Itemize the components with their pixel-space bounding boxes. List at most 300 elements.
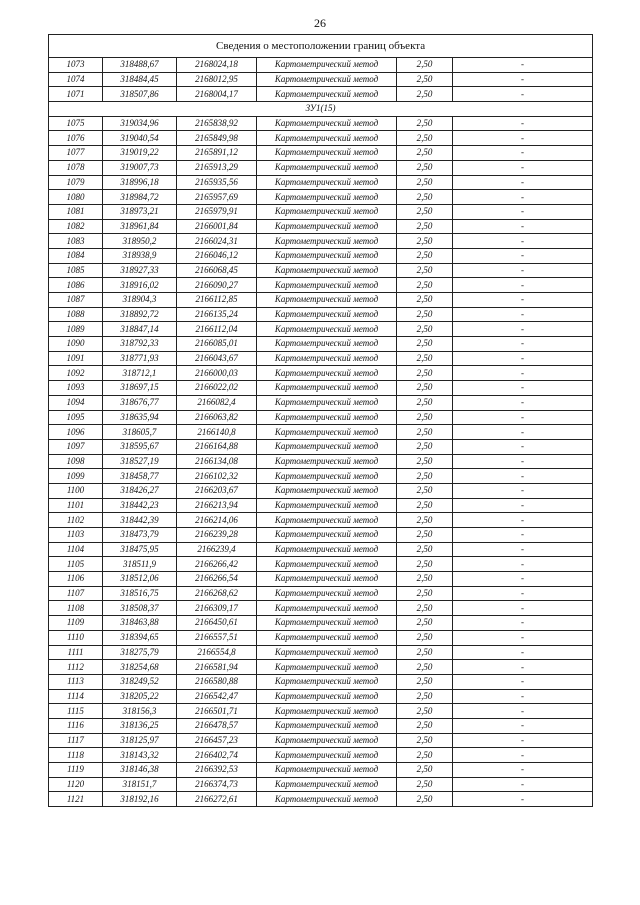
point-number-cell: 1087 (49, 293, 103, 308)
note-cell: - (453, 87, 593, 102)
coord-x-cell: 318676,77 (103, 395, 177, 410)
accuracy-cell: 2,50 (397, 58, 453, 73)
table-row (49, 410, 593, 425)
note-cell: - (453, 748, 593, 763)
table-row (49, 513, 593, 528)
accuracy-cell: 2,50 (397, 483, 453, 498)
method-cell: Картометрический метод (257, 557, 397, 572)
method-cell: Картометрический метод (257, 572, 397, 587)
point-number-cell: 1074 (49, 72, 103, 87)
method-cell: Картометрический метод (257, 454, 397, 469)
coord-x-cell: 318125,97 (103, 733, 177, 748)
coord-y-cell: 2166392,53 (177, 763, 257, 778)
coord-y-cell: 2166135,24 (177, 307, 257, 322)
point-number-cell: 1088 (49, 307, 103, 322)
method-cell: Картометрический метод (257, 616, 397, 631)
coord-y-cell: 2166024,31 (177, 234, 257, 249)
accuracy-cell: 2,50 (397, 175, 453, 190)
note-cell: - (453, 616, 593, 631)
accuracy-cell: 2,50 (397, 395, 453, 410)
accuracy-cell: 2,50 (397, 674, 453, 689)
table-row (49, 381, 593, 396)
method-cell: Картометрический метод (257, 777, 397, 792)
coord-y-cell: 2166090,27 (177, 278, 257, 293)
accuracy-cell: 2,50 (397, 116, 453, 131)
accuracy-cell: 2,50 (397, 263, 453, 278)
method-cell: Картометрический метод (257, 160, 397, 175)
coord-y-cell: 2165913,29 (177, 160, 257, 175)
accuracy-cell: 2,50 (397, 219, 453, 234)
coord-x-cell: 318458,77 (103, 469, 177, 484)
table-row (49, 72, 593, 87)
note-cell: - (453, 704, 593, 719)
point-number-cell: 1078 (49, 160, 103, 175)
method-cell: Картометрический метод (257, 293, 397, 308)
accuracy-cell: 2,50 (397, 293, 453, 308)
coord-x-cell: 318254,68 (103, 660, 177, 675)
table-row (49, 689, 593, 704)
table-row (49, 557, 593, 572)
table-row (49, 763, 593, 778)
coord-x-cell: 318146,38 (103, 763, 177, 778)
note-cell: - (453, 689, 593, 704)
method-cell: Картометрический метод (257, 630, 397, 645)
accuracy-cell: 2,50 (397, 160, 453, 175)
point-number-cell: 1101 (49, 498, 103, 513)
table-row (49, 718, 593, 733)
section-label: ЗУ1(15) (49, 102, 593, 117)
table-row (49, 366, 593, 381)
note-cell: - (453, 777, 593, 792)
note-cell: - (453, 572, 593, 587)
coord-x-cell: 319034,96 (103, 116, 177, 131)
coord-y-cell: 2166140,8 (177, 425, 257, 440)
note-cell: - (453, 483, 593, 498)
accuracy-cell: 2,50 (397, 777, 453, 792)
method-cell: Картометрический метод (257, 528, 397, 543)
accuracy-cell: 2,50 (397, 718, 453, 733)
coord-x-cell: 318136,25 (103, 718, 177, 733)
coord-x-cell: 318950,2 (103, 234, 177, 249)
coord-y-cell: 2166203,67 (177, 483, 257, 498)
coord-y-cell: 2166501,71 (177, 704, 257, 719)
note-cell: - (453, 645, 593, 660)
page-number: 26 (314, 16, 326, 30)
method-cell: Картометрический метод (257, 234, 397, 249)
note-cell: - (453, 454, 593, 469)
accuracy-cell: 2,50 (397, 630, 453, 645)
table-row (49, 395, 593, 410)
point-number-cell: 1073 (49, 58, 103, 73)
accuracy-cell: 2,50 (397, 278, 453, 293)
point-number-cell: 1104 (49, 542, 103, 557)
coord-y-cell: 2168004,17 (177, 87, 257, 102)
table-row (49, 704, 593, 719)
note-cell: - (453, 630, 593, 645)
table-row (49, 116, 593, 131)
point-number-cell: 1083 (49, 234, 103, 249)
accuracy-cell: 2,50 (397, 190, 453, 205)
point-number-cell: 1120 (49, 777, 103, 792)
boundary-table (48, 34, 593, 807)
table-row (49, 660, 593, 675)
coord-y-cell: 2166557,51 (177, 630, 257, 645)
table-row (49, 528, 593, 543)
point-number-cell: 1071 (49, 87, 103, 102)
method-cell: Картометрический метод (257, 498, 397, 513)
table-row (49, 351, 593, 366)
point-number-cell: 1081 (49, 204, 103, 219)
note-cell: - (453, 307, 593, 322)
method-cell: Картометрический метод (257, 72, 397, 87)
note-cell: - (453, 733, 593, 748)
accuracy-cell: 2,50 (397, 204, 453, 219)
method-cell: Картометрический метод (257, 116, 397, 131)
coord-x-cell: 318961,84 (103, 219, 177, 234)
table-row (49, 131, 593, 146)
coord-y-cell: 2166068,45 (177, 263, 257, 278)
table-row (49, 483, 593, 498)
coord-x-cell: 318205,22 (103, 689, 177, 704)
method-cell: Картометрический метод (257, 131, 397, 146)
method-cell: Картометрический метод (257, 366, 397, 381)
point-number-cell: 1080 (49, 190, 103, 205)
accuracy-cell: 2,50 (397, 513, 453, 528)
table-row (49, 293, 593, 308)
method-cell: Картометрический метод (257, 542, 397, 557)
coord-y-cell: 2166063,82 (177, 410, 257, 425)
note-cell: - (453, 72, 593, 87)
note-cell: - (453, 395, 593, 410)
coord-x-cell: 319019,22 (103, 146, 177, 161)
note-cell: - (453, 586, 593, 601)
coord-x-cell: 318892,72 (103, 307, 177, 322)
accuracy-cell: 2,50 (397, 748, 453, 763)
method-cell: Картометрический метод (257, 674, 397, 689)
method-cell: Картометрический метод (257, 410, 397, 425)
coord-y-cell: 2166102,32 (177, 469, 257, 484)
coord-y-cell: 2166022,02 (177, 381, 257, 396)
coord-y-cell: 2166580,88 (177, 674, 257, 689)
table-title: Сведения о местоположении границ объекта (49, 35, 593, 58)
accuracy-cell: 2,50 (397, 689, 453, 704)
method-cell: Картометрический метод (257, 425, 397, 440)
method-cell: Картометрический метод (257, 58, 397, 73)
coord-x-cell: 318527,19 (103, 454, 177, 469)
table-row (49, 87, 593, 102)
accuracy-cell: 2,50 (397, 498, 453, 513)
coord-x-cell: 318847,14 (103, 322, 177, 337)
table-row (49, 337, 593, 352)
point-number-cell: 1085 (49, 263, 103, 278)
accuracy-cell: 2,50 (397, 616, 453, 631)
method-cell: Картометрический метод (257, 645, 397, 660)
table-title-row (49, 35, 593, 58)
point-number-cell: 1093 (49, 381, 103, 396)
coord-y-cell: 2166213,94 (177, 498, 257, 513)
coord-y-cell: 2168024,18 (177, 58, 257, 73)
accuracy-cell: 2,50 (397, 87, 453, 102)
table-row (49, 322, 593, 337)
coord-x-cell: 319040,54 (103, 131, 177, 146)
coord-x-cell: 318512,06 (103, 572, 177, 587)
method-cell: Картометрический метод (257, 763, 397, 778)
table-row (49, 248, 593, 263)
accuracy-cell: 2,50 (397, 542, 453, 557)
point-number-cell: 1112 (49, 660, 103, 675)
accuracy-cell: 2,50 (397, 146, 453, 161)
accuracy-cell: 2,50 (397, 469, 453, 484)
method-cell: Картометрический метод (257, 351, 397, 366)
coord-x-cell: 318275,79 (103, 645, 177, 660)
method-cell: Картометрический метод (257, 718, 397, 733)
method-cell: Картометрический метод (257, 278, 397, 293)
point-number-cell: 1095 (49, 410, 103, 425)
point-number-cell: 1084 (49, 248, 103, 263)
note-cell: - (453, 190, 593, 205)
coord-x-cell: 318712,1 (103, 366, 177, 381)
coord-x-cell: 318249,52 (103, 674, 177, 689)
note-cell: - (453, 498, 593, 513)
point-number-cell: 1089 (49, 322, 103, 337)
table-row (49, 263, 593, 278)
method-cell: Картометрический метод (257, 175, 397, 190)
table-row (49, 454, 593, 469)
coord-y-cell: 2166164,88 (177, 439, 257, 454)
note-cell: - (453, 469, 593, 484)
accuracy-cell: 2,50 (397, 307, 453, 322)
point-number-cell: 1116 (49, 718, 103, 733)
method-cell: Картометрический метод (257, 513, 397, 528)
accuracy-cell: 2,50 (397, 410, 453, 425)
method-cell: Картометрический метод (257, 219, 397, 234)
table-row (49, 616, 593, 631)
point-number-cell: 1099 (49, 469, 103, 484)
coord-y-cell: 2166214,06 (177, 513, 257, 528)
point-number-cell: 1079 (49, 175, 103, 190)
coord-y-cell: 2166309,17 (177, 601, 257, 616)
coord-y-cell: 2165935,56 (177, 175, 257, 190)
table-row (49, 792, 593, 807)
point-number-cell: 1118 (49, 748, 103, 763)
point-number-cell: 1117 (49, 733, 103, 748)
point-number-cell: 1121 (49, 792, 103, 807)
point-number-cell: 1082 (49, 219, 103, 234)
accuracy-cell: 2,50 (397, 381, 453, 396)
coord-x-cell: 318488,67 (103, 58, 177, 73)
coord-x-cell: 318771,93 (103, 351, 177, 366)
coord-x-cell: 318635,94 (103, 410, 177, 425)
table-row (49, 439, 593, 454)
point-number-cell: 1086 (49, 278, 103, 293)
coord-y-cell: 2166266,54 (177, 572, 257, 587)
table-row (49, 733, 593, 748)
note-cell: - (453, 718, 593, 733)
coord-x-cell: 318697,15 (103, 381, 177, 396)
note-cell: - (453, 381, 593, 396)
table-row (49, 542, 593, 557)
point-number-cell: 1113 (49, 674, 103, 689)
note-cell: - (453, 542, 593, 557)
coord-y-cell: 2166581,94 (177, 660, 257, 675)
note-cell: - (453, 557, 593, 572)
coord-y-cell: 2166082,4 (177, 395, 257, 410)
method-cell: Картометрический метод (257, 483, 397, 498)
accuracy-cell: 2,50 (397, 248, 453, 263)
coord-y-cell: 2166000,03 (177, 366, 257, 381)
accuracy-cell: 2,50 (397, 72, 453, 87)
point-number-cell: 1119 (49, 763, 103, 778)
method-cell: Картометрический метод (257, 704, 397, 719)
coord-y-cell: 2166554,8 (177, 645, 257, 660)
coord-x-cell: 318156,3 (103, 704, 177, 719)
coord-x-cell: 318927,33 (103, 263, 177, 278)
coord-x-cell: 318475,95 (103, 542, 177, 557)
method-cell: Картометрический метод (257, 733, 397, 748)
point-number-cell: 1097 (49, 439, 103, 454)
table-row (49, 160, 593, 175)
section-row (49, 102, 593, 117)
coord-x-cell: 318605,7 (103, 425, 177, 440)
method-cell: Картометрический метод (257, 439, 397, 454)
accuracy-cell: 2,50 (397, 660, 453, 675)
accuracy-cell: 2,50 (397, 572, 453, 587)
point-number-cell: 1107 (49, 586, 103, 601)
accuracy-cell: 2,50 (397, 322, 453, 337)
point-number-cell: 1108 (49, 601, 103, 616)
method-cell: Картометрический метод (257, 146, 397, 161)
note-cell: - (453, 322, 593, 337)
accuracy-cell: 2,50 (397, 586, 453, 601)
note-cell: - (453, 337, 593, 352)
coord-x-cell: 318595,67 (103, 439, 177, 454)
coord-x-cell: 318984,72 (103, 190, 177, 205)
accuracy-cell: 2,50 (397, 366, 453, 381)
coord-y-cell: 2165979,91 (177, 204, 257, 219)
coord-x-cell: 318507,86 (103, 87, 177, 102)
note-cell: - (453, 175, 593, 190)
accuracy-cell: 2,50 (397, 704, 453, 719)
method-cell: Картометрический метод (257, 381, 397, 396)
note-cell: - (453, 439, 593, 454)
point-number-cell: 1075 (49, 116, 103, 131)
note-cell: - (453, 116, 593, 131)
note-cell: - (453, 351, 593, 366)
coord-y-cell: 2165838,92 (177, 116, 257, 131)
note-cell: - (453, 278, 593, 293)
coord-y-cell: 2165957,69 (177, 190, 257, 205)
coord-x-cell: 318463,88 (103, 616, 177, 631)
coord-x-cell: 318426,27 (103, 483, 177, 498)
method-cell: Картометрический метод (257, 601, 397, 616)
coord-y-cell: 2166043,67 (177, 351, 257, 366)
accuracy-cell: 2,50 (397, 439, 453, 454)
note-cell: - (453, 204, 593, 219)
table-row (49, 469, 593, 484)
note-cell: - (453, 248, 593, 263)
coord-y-cell: 2165849,98 (177, 131, 257, 146)
coord-y-cell: 2166402,74 (177, 748, 257, 763)
note-cell: - (453, 660, 593, 675)
method-cell: Картометрический метод (257, 204, 397, 219)
accuracy-cell: 2,50 (397, 763, 453, 778)
note-cell: - (453, 425, 593, 440)
coord-x-cell: 318143,32 (103, 748, 177, 763)
coord-x-cell: 318151,7 (103, 777, 177, 792)
coord-x-cell: 318192,16 (103, 792, 177, 807)
table-row (49, 601, 593, 616)
accuracy-cell: 2,50 (397, 792, 453, 807)
coord-x-cell: 318904,3 (103, 293, 177, 308)
coord-x-cell: 318511,9 (103, 557, 177, 572)
table-row (49, 190, 593, 205)
point-number-cell: 1111 (49, 645, 103, 660)
table-row (49, 674, 593, 689)
note-cell: - (453, 234, 593, 249)
note-cell: - (453, 410, 593, 425)
coord-y-cell: 2168012,95 (177, 72, 257, 87)
note-cell: - (453, 528, 593, 543)
note-cell: - (453, 219, 593, 234)
note-cell: - (453, 674, 593, 689)
coord-x-cell: 319007,73 (103, 160, 177, 175)
point-number-cell: 1096 (49, 425, 103, 440)
coord-y-cell: 2166542,47 (177, 689, 257, 704)
table-row (49, 645, 593, 660)
table-row (49, 175, 593, 190)
coord-y-cell: 2166134,08 (177, 454, 257, 469)
note-cell: - (453, 131, 593, 146)
coord-y-cell: 2166112,85 (177, 293, 257, 308)
note-cell: - (453, 601, 593, 616)
note-cell: - (453, 366, 593, 381)
coord-x-cell: 318916,02 (103, 278, 177, 293)
table-row (49, 777, 593, 792)
method-cell: Картометрический метод (257, 190, 397, 205)
coord-y-cell: 2166268,62 (177, 586, 257, 601)
point-number-cell: 1092 (49, 366, 103, 381)
accuracy-cell: 2,50 (397, 601, 453, 616)
accuracy-cell: 2,50 (397, 733, 453, 748)
accuracy-cell: 2,50 (397, 351, 453, 366)
point-number-cell: 1114 (49, 689, 103, 704)
accuracy-cell: 2,50 (397, 337, 453, 352)
accuracy-cell: 2,50 (397, 234, 453, 249)
accuracy-cell: 2,50 (397, 645, 453, 660)
accuracy-cell: 2,50 (397, 425, 453, 440)
method-cell: Картометрический метод (257, 337, 397, 352)
method-cell: Картометрический метод (257, 322, 397, 337)
table-row (49, 498, 593, 513)
table-row (49, 307, 593, 322)
point-number-cell: 1077 (49, 146, 103, 161)
method-cell: Картометрический метод (257, 395, 397, 410)
coord-x-cell: 318394,65 (103, 630, 177, 645)
table-row (49, 630, 593, 645)
coord-x-cell: 318516,75 (103, 586, 177, 601)
coord-y-cell: 2165891,12 (177, 146, 257, 161)
table-row (49, 58, 593, 73)
point-number-cell: 1102 (49, 513, 103, 528)
coord-y-cell: 2166085,01 (177, 337, 257, 352)
note-cell: - (453, 58, 593, 73)
coord-x-cell: 318996,18 (103, 175, 177, 190)
point-number-cell: 1091 (49, 351, 103, 366)
table-row (49, 204, 593, 219)
table-row (49, 748, 593, 763)
point-number-cell: 1098 (49, 454, 103, 469)
coord-y-cell: 2166272,61 (177, 792, 257, 807)
